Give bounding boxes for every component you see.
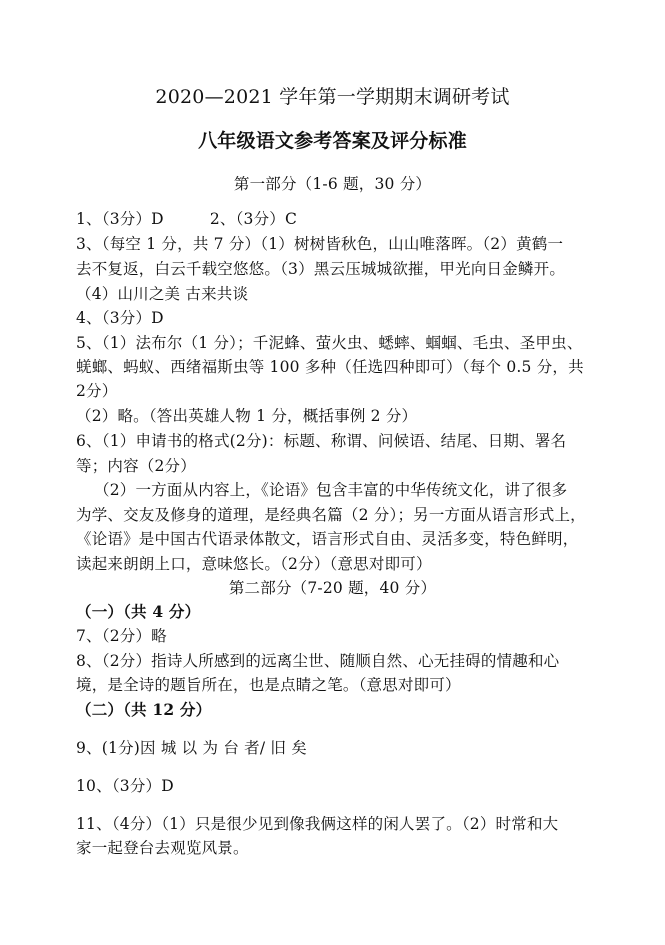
answer-q8-line2: 境，是全诗的题旨所在，也是点睛之笔。（意思对即可）: [76, 676, 461, 694]
answer-q3-line2: 去不复返，白云千载空悠悠。（3）黑云压城城欲摧，甲光向日金鳞开。: [76, 260, 566, 278]
answer-q6-line5: 《论语》是中国古代语录体散文，语言形式自由、灵活多变，特色鲜明，: [76, 530, 579, 548]
answer-q6-line2: 等；内容（2分）: [76, 457, 196, 475]
answer-q7: 7、（2分）略: [76, 627, 167, 645]
answer-q6-line1: 6、（1）申请书的格式(2分)：标题、称谓、问候语、结尾、日期、署名: [76, 432, 567, 450]
answer-q10: 10、（3分）D: [76, 777, 174, 795]
page-title: 2020—2021 学年第一学期期末调研考试: [155, 86, 510, 108]
answer-q1: 1、（3分）D: [76, 210, 164, 228]
answer-q5-line2: 蜣螂、蚂蚁、西绪福斯虫等 100 多种（任选四种即可）（每个 0.5 分，共: [76, 358, 584, 376]
answer-q4: 4、（3分）D: [76, 309, 164, 327]
answer-q5-line1: 5、（1）法布尔（1 分）；千泥蜂、萤火虫、蟋蟀、蝈蝈、毛虫、圣甲虫、: [76, 334, 583, 352]
part2-heading: 第二部分（7-20 题，40 分）: [228, 579, 437, 597]
answer-q6-line3: （2）一方面从内容上，《论语》包含丰富的中华传统文化，讲了很多: [94, 481, 568, 499]
answer-q6-line4: 为学、交友及修身的道理，是经典名篇（2 分）；另一方面从语言形式上，: [76, 506, 586, 524]
answer-q2: 2、（3分）C: [209, 210, 298, 228]
section-1-heading: （一）（共 4 分）: [76, 602, 201, 621]
answer-q1-q2: [76, 208, 297, 230]
answer-q11-line1: 11、（4分）（1）只是很少见到像我俩这样的闲人罢了。（2）时常和大: [76, 815, 559, 833]
answer-q9: 9、(1分)因 城 以 为 台 者/ 旧 矣: [76, 739, 307, 757]
answer-q11-line2: 家一起登台去观览风景。: [76, 839, 249, 857]
section-2-heading: （二）（共 12 分）: [76, 700, 212, 719]
answer-q8-line1: 8、（2分）指诗人所感到的远离尘世、随顺自然、心无挂碍的情趣和心: [76, 652, 560, 670]
answer-q3-line3: （4）山川之美 古来共谈: [76, 285, 249, 303]
part1-heading: 第一部分（1-6 题，30 分）: [233, 175, 432, 193]
answer-q3-line1: 3、（每空 1 分，共 7 分）（1）树树皆秋色，山山唯落晖。（2）黄鹤一: [76, 235, 564, 253]
answer-q5-line4: （2）略。（答出英雄人物 1 分，概括事例 2 分）: [76, 407, 418, 425]
page-subtitle: 八年级语文参考答案及评分标准: [198, 130, 467, 152]
answer-q5-line3: 2分）: [76, 382, 118, 400]
answer-q6-line6: 读起来朗朗上口，意味悠长。（2分）（意思对即可）: [76, 555, 432, 573]
